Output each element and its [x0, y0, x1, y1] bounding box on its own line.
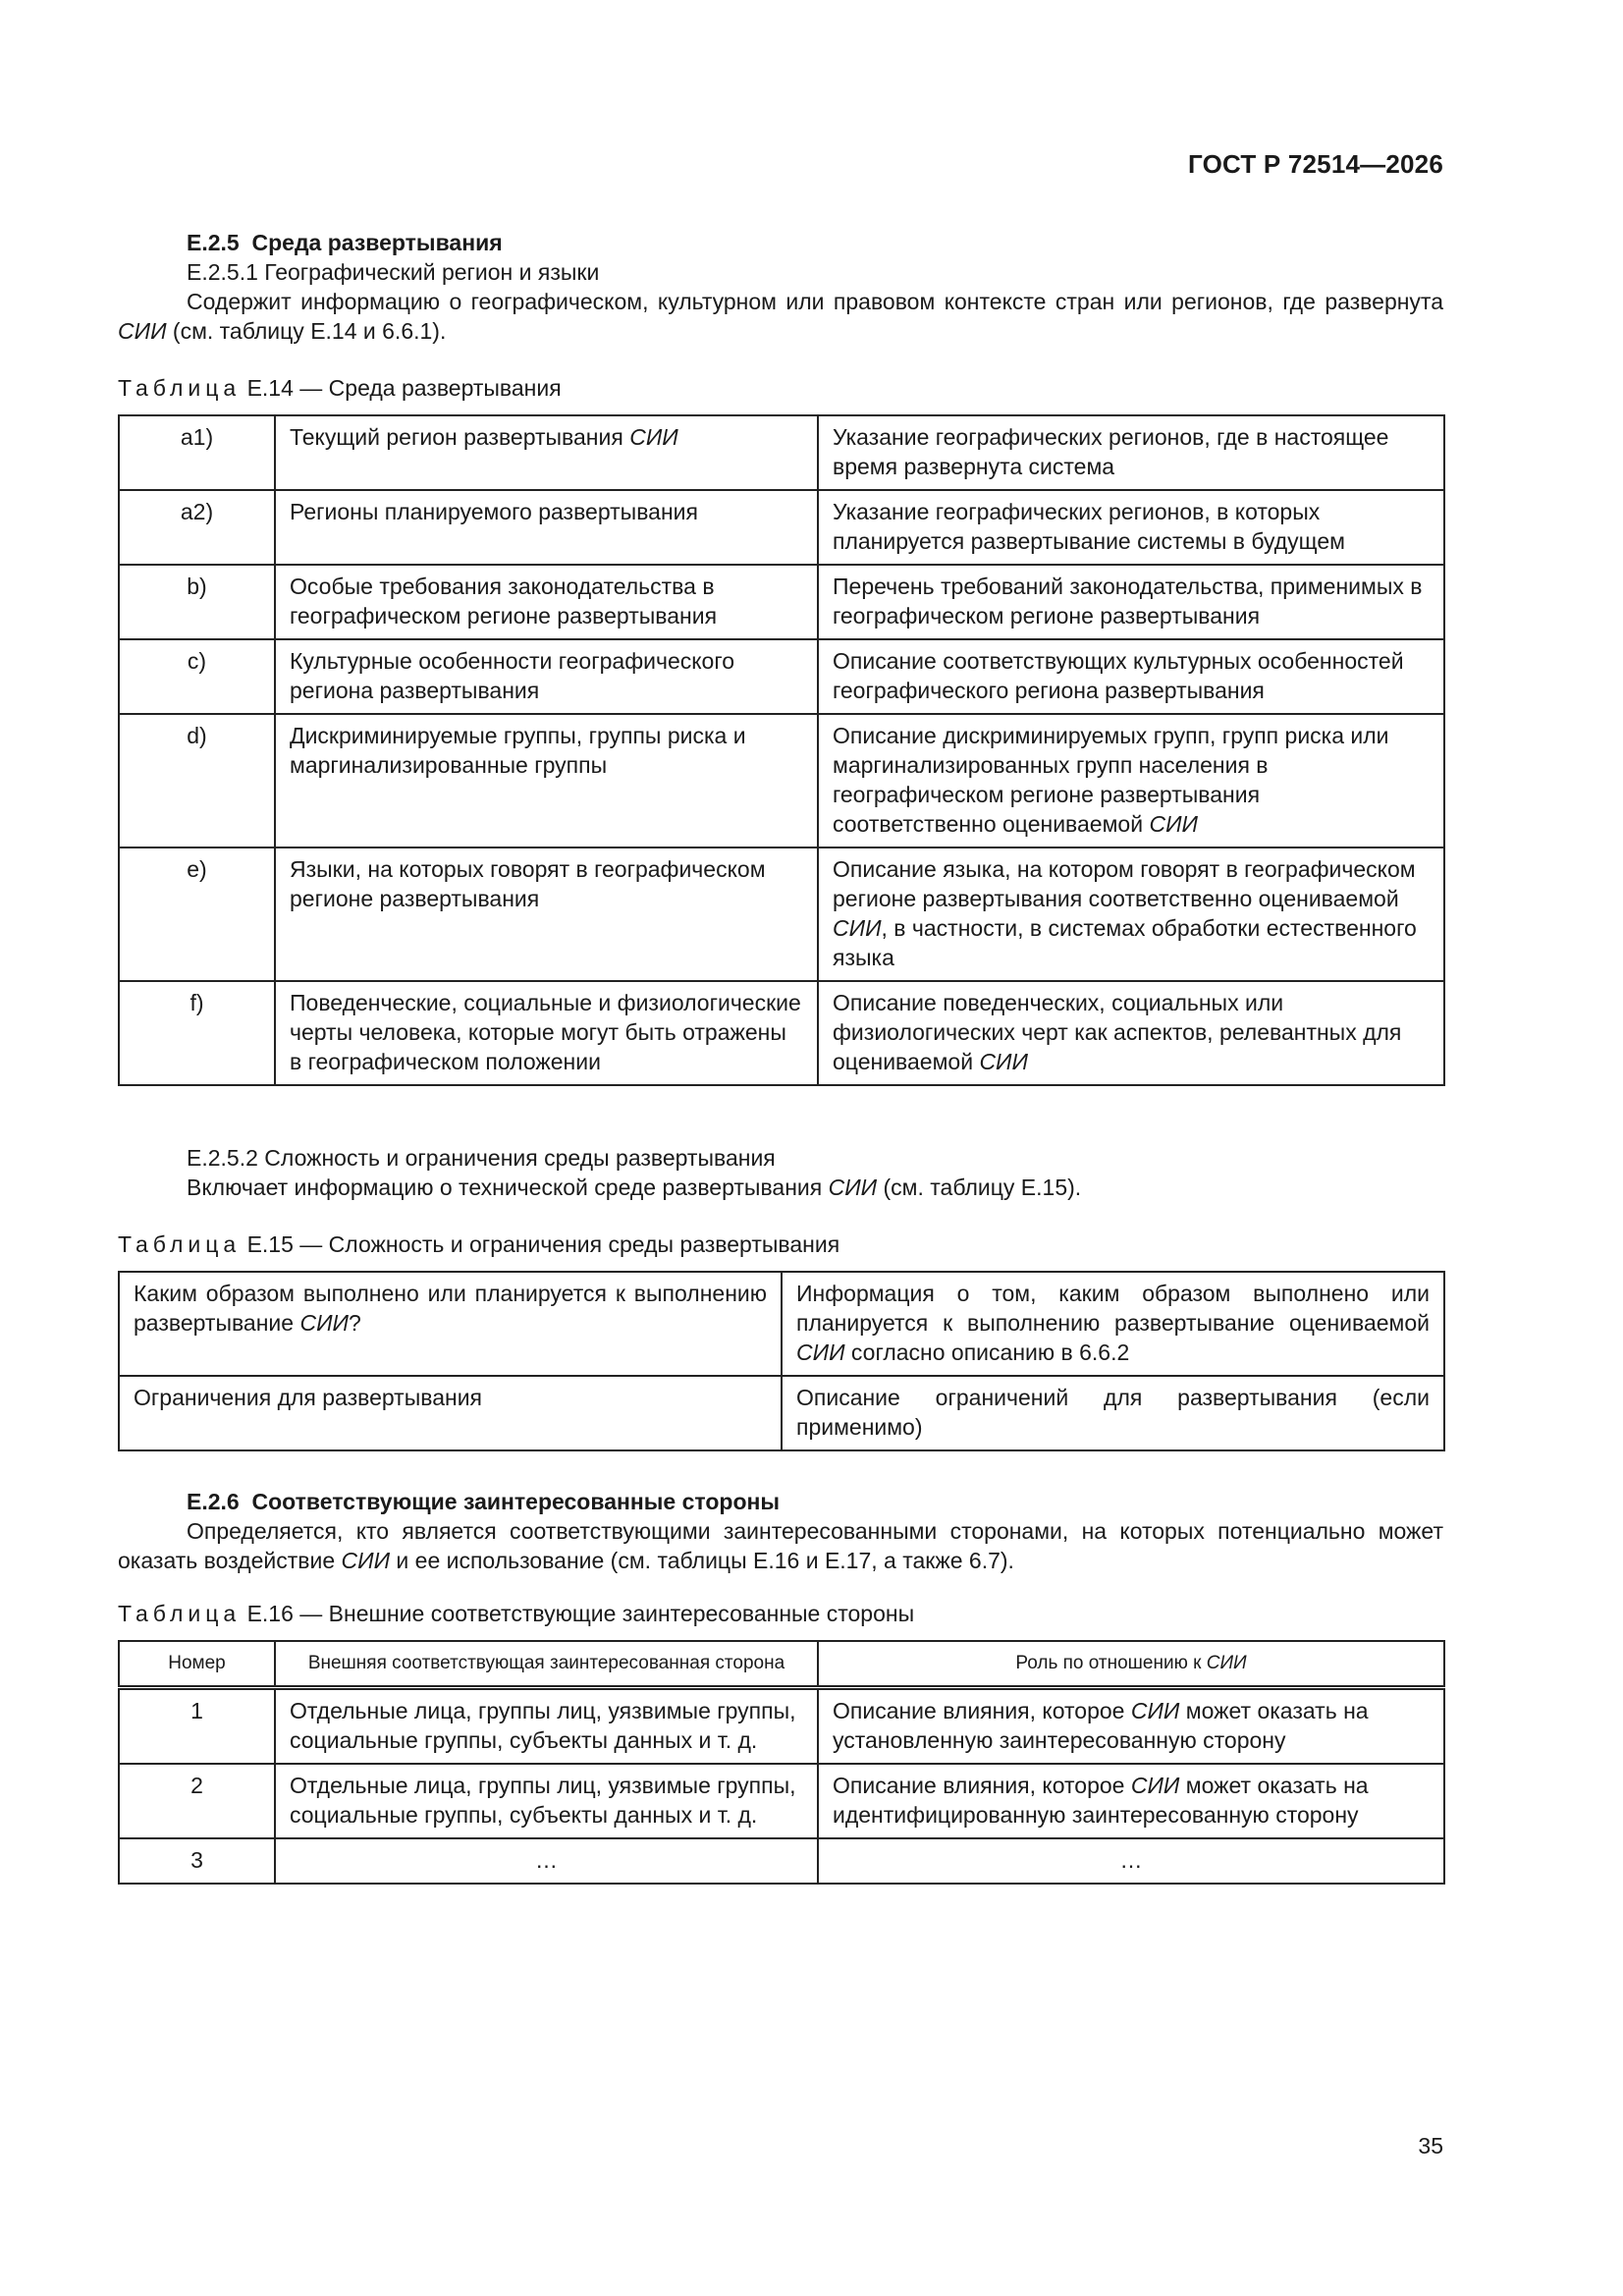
row-number: 3: [119, 1838, 275, 1884]
table-row: [119, 1376, 1444, 1450]
paragraph: Определяется, кто является соответствующими заинтересованными сторонами, на которых потенциально может оказать воздействие СИИ и ее использование (см. таблицы Е.16 и Е.17, а также 6.7).: [118, 1518, 1443, 1573]
row-aspect: Дискриминируемые группы, группы риска и маргинализированные группы: [275, 714, 818, 847]
table-row: [119, 981, 1444, 1085]
row-description: Указание географических регионов, в которых планируется развертывание системы в будущем: [818, 490, 1444, 565]
row-aspect: Поведенческие, социальные и физиологические черты человека, которые могут быть отражены в географическом положении: [275, 981, 818, 1085]
row-number: a2): [119, 490, 275, 565]
row-description: Перечень требований законодательства, применимых в географическом регионе развертывания: [818, 565, 1444, 639]
row-role: Описание влияния, которое СИИ может оказать на идентифицированную заинтересованную сторону: [818, 1764, 1444, 1838]
row-aspect: Особые требования законодательства в географическом регионе развертывания: [275, 565, 818, 639]
table-row: [119, 1764, 1444, 1838]
subsection-title: Е.2.5.1 Географический регион и языки: [187, 259, 600, 285]
paragraph: Содержит информацию о географическом, культурном или правовом контексте стран или регионов, где развернута СИИ (см. таблицу Е.14 и 6.6.1).: [118, 289, 1443, 344]
row-role: …: [818, 1838, 1444, 1884]
row-description: Описание поведенческих, социальных или физиологических черт как аспектов, релевантных для оцениваемой СИИ: [818, 981, 1444, 1085]
table-row: [119, 565, 1444, 639]
table-e15: [118, 1271, 1443, 1451]
row-description: Указание географических регионов, где в настоящее время развернута система: [818, 415, 1444, 490]
table-row: [119, 1688, 1444, 1765]
caption-text: Е.14 — Среда развертывания: [241, 375, 562, 401]
table-header-row: [119, 1641, 1444, 1688]
table-row: [119, 415, 1444, 490]
row-description: Информация о том, каким образом выполнено или планируется к выполнению развертывание оцениваемой СИИ согласно описанию в 6.6.2: [782, 1272, 1444, 1376]
section-heading: Е.2.6 Соответствующие заинтересованные стороны: [187, 1489, 781, 1514]
subsection-title: Е.2.5.2 Сложность и ограничения среды развертывания: [187, 1145, 776, 1171]
row-description: Описание дискриминируемых групп, групп риска или маргинализированных групп населения в географическом регионе развертывания соответственно оцениваемой СИИ: [818, 714, 1444, 847]
row-description: Описание соответствующих культурных особенностей географического региона развертывания: [818, 639, 1444, 714]
table-row: [119, 714, 1444, 847]
table-e14: [118, 414, 1443, 1086]
row-description: Описание языка, на котором говорят в географическом регионе развертывания соответственно оцениваемой СИИ, в частности, в системах обработки естественного языка: [818, 847, 1444, 981]
row-number: d): [119, 714, 275, 847]
document-code: ГОСТ Р 72514—2026: [1188, 149, 1443, 179]
table-e15-caption: Таблица Е.15 — Сложность и ограничения среды развертывания: [118, 1231, 840, 1257]
section-title: Среда развертывания: [251, 230, 503, 255]
row-number: c): [119, 639, 275, 714]
section-heading: [118, 228, 1443, 257]
row-number: e): [119, 847, 275, 981]
table-row: [119, 490, 1444, 565]
row-role: Описание влияния, которое СИИ может оказать на установленную заинтересованную сторону: [818, 1688, 1444, 1765]
section-e252: [118, 1143, 1443, 1202]
header-party: Внешняя соответствующая заинтересованная сторона: [275, 1641, 818, 1688]
row-aspect: Регионы планируемого развертывания: [275, 490, 818, 565]
header-role: Роль по отношению к СИИ: [818, 1641, 1444, 1688]
row-party: Отдельные лица, группы лиц, уязвимые группы, социальные группы, субъекты данных и т. д.: [275, 1688, 818, 1765]
document-page: [118, 0, 1443, 2296]
row-question: Ограничения для развертывания: [119, 1376, 782, 1450]
row-number: 2: [119, 1764, 275, 1838]
row-party: Отдельные лица, группы лиц, уязвимые группы, социальные группы, субъекты данных и т. д.: [275, 1764, 818, 1838]
section-number: Е.2.5: [187, 230, 240, 255]
paragraph: Включает информацию о технической среде развертывания СИИ (см. таблицу Е.15).: [187, 1175, 1082, 1200]
row-party: …: [275, 1838, 818, 1884]
row-aspect: Языки, на которых говорят в географическом регионе развертывания: [275, 847, 818, 981]
row-number: b): [119, 565, 275, 639]
table-row: [119, 1272, 1444, 1376]
section-e25: [118, 228, 1443, 346]
table-e14-caption: [118, 373, 1443, 403]
table-row: [119, 847, 1444, 981]
row-number: f): [119, 981, 275, 1085]
caption-prefix: Таблица: [118, 375, 242, 401]
row-aspect: Культурные особенности географического региона развертывания: [275, 639, 818, 714]
table-row: [119, 639, 1444, 714]
table-e16: [118, 1640, 1443, 1885]
row-number: a1): [119, 415, 275, 490]
row-aspect: Текущий регион развертывания СИИ: [275, 415, 818, 490]
table-row: [119, 1838, 1444, 1884]
section-e26: [118, 1487, 1443, 1575]
row-number: 1: [119, 1688, 275, 1765]
row-question: Каким образом выполнено или планируется к выполнению развертывание СИИ?: [119, 1272, 782, 1376]
table-e16-caption: Таблица Е.16 — Внешние соответствующие заинтересованные стороны: [118, 1601, 915, 1626]
header-num: Номер: [119, 1641, 275, 1688]
page-number: 35: [1418, 2133, 1443, 2159]
row-description: Описание ограничений для развертывания (если применимо): [782, 1376, 1444, 1450]
